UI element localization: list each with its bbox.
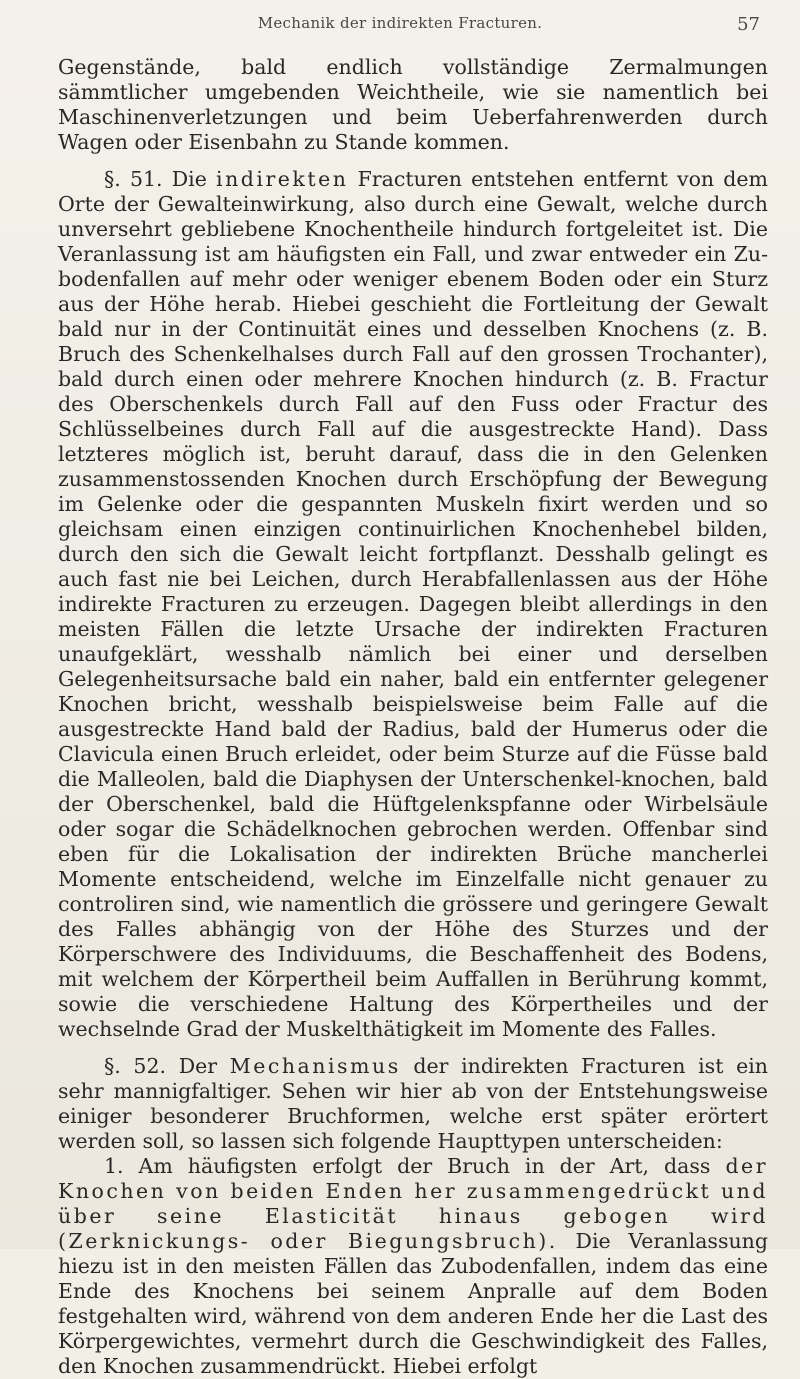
section-51-prefix: §. 51. Die [104,167,217,191]
type-1-text: Die Veranlassung hiezu ist in den meisten Fällen das Zubodenfallen, indem das eine Ende des Knochens bei seinem Anpralle auf dem Boden festgehalten wird, während von dem anderen Ende her die Last des Körpergewichtes, vermehrt durch die Geschwindigkeit des Falles, den Knochen zusammendrückt. Hiebei erfolgt [58,1229,768,1378]
body-text [58,55,768,1379]
paragraph-continuation [58,55,768,155]
page-number: 57 [737,14,760,35]
running-title: Mechanik der indirekten Fracturen. [257,14,543,32]
paragraph-section-52 [58,1054,768,1154]
paragraph-type-1 [58,1154,768,1379]
page-header [0,14,800,40]
paragraph-text: Gegenstände, bald endlich vollständige Zermalmungen sämmtlicher umgebenden Weichtheile, wie sie namentlich bei Maschinenverletzungen und beim Ueberfahrenwerden durch Wagen oder Eisenbahn zu Stande kommen. [58,55,768,154]
section-52-prefix: §. 52. Der [104,1054,230,1078]
section-52-keyword: Mechanismus [229,1054,401,1078]
type-1-prefix: 1. Am häufigsten erfolgt der Bruch in der Art, dass [104,1154,726,1178]
section-51-keyword: indirekten [216,167,349,191]
paragraph-section-51 [58,167,768,1042]
section-51-text: Fracturen entstehen entfernt von dem Orte der Gewalteinwirkung, also durch eine Gewalt, welche durch unversehrt gebliebene Knochentheile hindurch fortgeleitet ist. Die Veranlassung ist am häufigsten ein Fall, und zwar entweder ein Zu-bodenfallen auf mehr oder weniger ebenem Boden oder ein Sturz aus der Höhe herab. Hiebei geschieht die Fortleitung der Gewalt bald nur in der Continuität eines und desselben Knochens (z. B. Bruch des Schenkelhalses durch Fall auf den grossen Trochanter), bald durch einen oder mehrere Knochen hindurch (z. B. Fractur des Oberschenkels durch Fall auf den Fuss oder Fractur des Schlüsselbeines durch Fall auf die ausgestreckte Hand). Dass letzteres möglich ist, beruht darauf, dass die in den Gelenken zusammenstossenden Knochen durch Erschöpfung der Bewegung im Gelenke oder die gespannten Muskeln fixirt werden und so gleichsam einen einzigen continuirlichen Knochenhebel bilden, durch den sich die Gewalt leicht fortpflanzt. Desshalb gelingt es auch fast nie bei Leichen, durch Herabfallenlassen aus der Höhe indirekte Fracturen zu erzeugen. Dagegen bleibt allerdings in den meisten Fällen die letzte Ursache der indirekten Fracturen unaufgeklärt, wesshalb nämlich bei einer und derselben Gelegenheitsursache bald ein naher, bald ein entfernter gelegener Knochen bricht, wesshalb beispielsweise beim Falle auf die ausgestreckte Hand bald der Radius, bald der Humerus oder die Clavicula einen Bruch erleidet, oder beim Sturze auf die Füsse bald die Malleolen, bald die Diaphysen der Unterschenkel-knochen, bald der Oberschenkel, bald die Hüftgelenkspfanne oder Wirbelsäule oder sogar die Schädelknochen gebrochen werden. Offenbar sind eben für die Lokalisation der indirekten Brüche mancherlei Momente entscheidend, welche im Einzelfalle nicht genauer zu controliren sind, wie namentlich die grössere und geringere Gewalt des Falles abhängig von der Höhe des Sturzes und der Körperschwere des Individuums, die Beschaffenheit des Bodens, mit welchem der Körpertheil beim Auffallen in Berührung kommt, sowie die verschiedene Haltung des Körpertheiles und der wechselnde Grad der Muskelthätigkeit im Momente des Falles. [58,167,768,1041]
type-1-emphasis: der Knochen von beiden Enden her zusammengedrückt und über seine Elasticität hinaus gebogen wird (Zerknickungs- oder Biegungsbruch). [58,1154,768,1253]
section-52-text: der indirekten Fracturen ist ein sehr mannigfaltiger. Sehen wir hier ab von der Entstehungsweise einiger besonderer Bruchformen, welche erst später erörtert werden soll, so lassen sich folgende Haupttypen unterscheiden: [58,1054,768,1153]
